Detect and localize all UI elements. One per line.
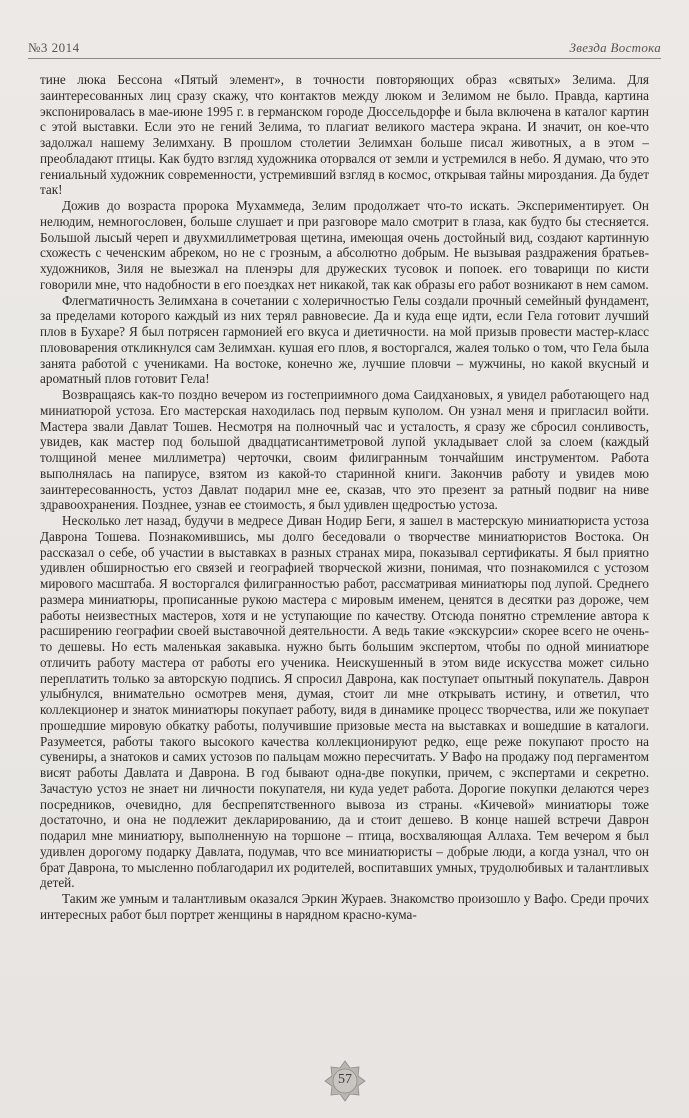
article-body <box>40 72 649 1042</box>
page-number-badge <box>324 1060 366 1102</box>
paragraph: Дожив до возраста пророка Мухаммеда, Зелим продолжает что-то искать. Экспериментирует. Он нелюдим, немногословен, больше слушает и при разговоре мало смотрит в глаза, как будто бы стесняется. Большой лысый череп и двухмиллиметровая щетина, имеющая очень достойный вид, создают картинную схожесть с чеченским абреком, но не с грозным, а абсолютно добрым. Не вызывая раздражения братьев-художников, Зиля не выезжал на пленэры для дружеских тусовок и попоек. его товарищи по кисти говорили мне, что надобности в его поездках нет никакой, так как образы его работ возникают в нем самом. <box>40 198 649 292</box>
running-header <box>28 34 661 56</box>
magazine-title: Звезда Востока <box>569 40 661 55</box>
paragraph: Возвращаясь как-то поздно вечером из гостеприимного дома Саидхановых, я увидел работающего над миниатюрой устоза. Его мастерская находилась под первым куполом. Он узнал меня и пригласил войти. Мастера звали Давлат Тошев. Несмотря на полночный час и усталость, я сразу же сбросил сонливость, увидев, как мастер под большой двадцатисантиметровой лупой укладывает слой за слоем (каждый толщиной менее миллиметра) черточки, своим филигранным тончайшим инструментом. Работа выполнялась на папирусе, взятом из какой-то старинной книги. Закончив работу и увидев мою заинтересованность, устоз Давлат подарил мне ее, сказав, что это презент за ратный подвиг на ниве здравоохранения. Позднее, узнав ее стоимость, я был удивлен щедростью устоза. <box>40 387 649 513</box>
paragraph: Флегматичность Зелимхана в сочетании с холеричностью Гелы создали прочный семейный фундамент, за пределами которого каждый из них терял равновесие. Да и куда еще идти, если Гела готовит лучший плов в Бухаре? Я был потрясен гармонией его вкуса и диетичности. на мой призыв провести мастер-класс плововарения откликнулся сам Зелимхан. кушая его плов, я восторгался, жалея только о том, что Гела была занята работой с учениками. На востоке, конечно же, лучшие пловчи – мужчины, но какой вкусный и ароматный плов готовит Гела! <box>40 292 649 387</box>
paragraph: Несколько лет назад, будучи в медресе Диван Нодир Беги, я зашел в мастерскую миниатюриста устоза Даврона Тошева. Познакомившись, мы долго беседовали о творчестве миниатюристов Востока. Он рассказал о себе, об участии в выставках в разных странах мира, показывал сертификаты. Я был приятно удивлен обширностью его связей и географией творческой жизни, понимая, что познакомился с устозом мирового масштаба. Я восторгался филигранностью работ, рассматривая миниатюры под лупой. Среднего размера миниатюры, прописанные рукою мастера с мировым именем, ценятся в десятки раз дороже, чем работы неизвестных мастеров, хотя и не уступающие по качеству. Отсюда понятно стремление автора к расширению географии своей выставочной деятельности. А ведь такие «экскурсии» скорее всего не очень-то дешевы. Но есть маленькая закавыка. нужно быть большим экспертом, чтобы по одной миниатюре отличить работу мастера от работы его ученика. Неискушенный в этом виде искусства может сильно переплатить только за авторскую подпись. Я спросил Даврона, как поступает опытный покупатель. Даврон улыбнулся, внимательно осмотрев меня, думая, стоит ли мне открывать истину, и ответил, что коллекционер и знаток миниатюры покупает работу, видя в динамике процесс творчества, или же покупает прошедшие мировую обкатку работы, получившие призовые места на выставках и вошедшие в каталоги. Разумеется, работы такого высокого качества коллекционируют редко, еще реже покупают просто на сувениры, а знатоков и самих устозов по пальцам можно пересчитать. У Вафо на продажу под пергаментом висят работы Давлата и Даврона. В год бывают одна-две покупки, причем, с экспертами и секретно. Зачастую устоз не знает ни личности покупателя, ни куда уедет работа. Дорогие покупки делаются через посредников, очевидно, для беспрепятственного вывоза из страны. «Кичевой» миниатюры тоже достаточно, и она не подлежит декларированию, да и стоит дешево. В конце нашей встречи Даврон подарил мне миниатюру, выполненную на торшоне – птица, восхваляющая Аллаха. Тем вечером я был удивлен дорогому подарку Давлата, подумав, что все миниатюристы – добрые люди, а когда узнал, что он брат Даврона, то мысленно поблагодарил их родителей, воспитавших умных, трудолюбивых и талантливых детей. <box>40 513 649 891</box>
paragraph: тине люка Бессона «Пятый элемент», в точности повторяющих образ «святых» Зелима. Для заинтересованных лиц сразу скажу, что контактов между люком и Зелимом не было. Правда, картина экспонировалась в мае-июне 1995 г. в германском городе Дюссельдорфе и была включена в каталог картин с этой выставки. Если это не гений Зелима, то плагиат великого мастера экрана. И значит, он кое-что задолжал нашему Зелимхану. В прошлом столетии Зелимхан больше писал животных, а в этом – преобладают птицы. Как будто взгляд художника оторвался от земли и устремился в небо. Я думаю, что это гениальный художник современности, устремивший взгляд в космос, открывая тайны мироздания. Да будет так! <box>40 72 649 198</box>
page-number: 57 <box>338 1072 352 1087</box>
header-rule <box>28 58 661 59</box>
paragraph: Таким же умным и талантливым оказался Эркин Жураев. Знакомство произошло у Вафо. Среди прочих интересных работ был портрет женщины в нарядном красно-кума- <box>40 891 649 922</box>
issue-number: №3 2014 <box>28 40 80 55</box>
